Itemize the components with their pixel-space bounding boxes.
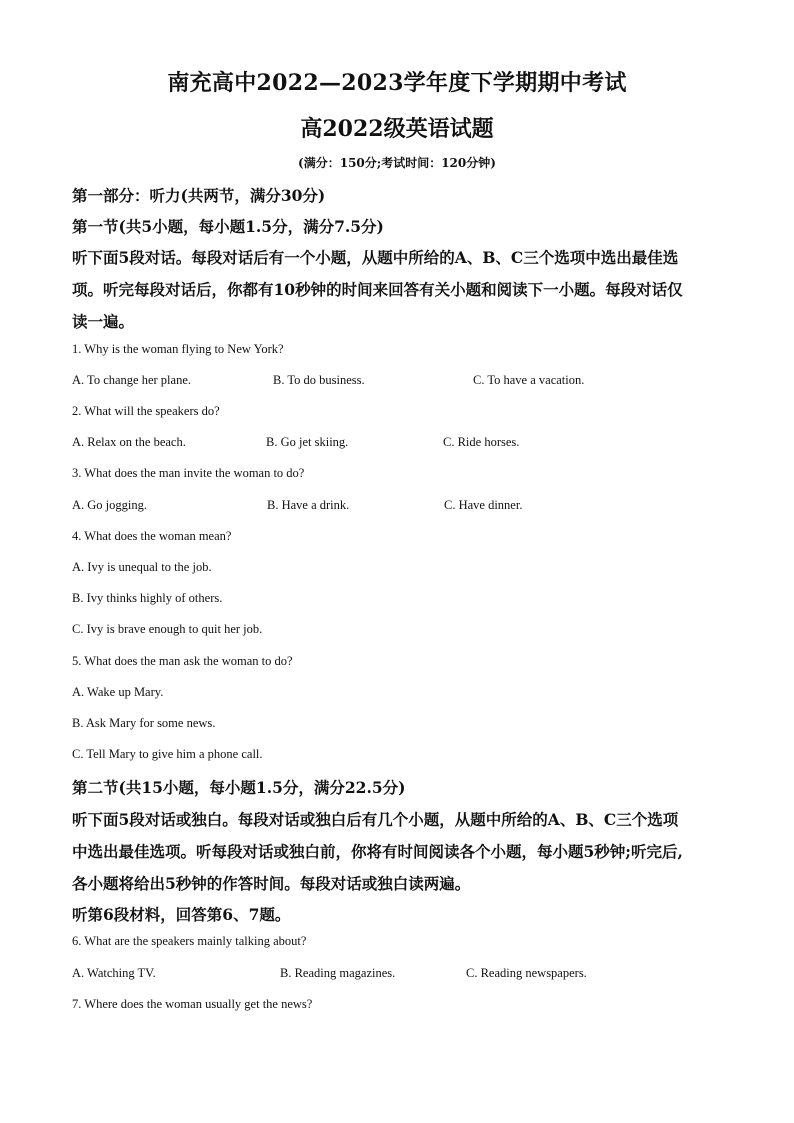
question-stem: 7. Where does the woman usually get the news? [72,997,313,1011]
option-c: C. Have dinner. [444,498,523,512]
option-c: C. Ivy is brave enough to quit her job. [72,622,263,636]
question-stem: 2. What will the speakers do? [72,404,220,418]
option-a: A. Watching TV. [72,966,156,980]
section1-instruction-line: 听下面5段对话。每段对话后有一个小题，从题中所给的A、B、C三个选项中选出最佳选 [72,248,679,267]
exam-subtitle-grade: 高2022级英语试题 [300,116,494,142]
option-a: A. Ivy is unequal to the job. [72,560,212,574]
question-stem: 4. What does the woman mean? [72,529,232,543]
section2-instruction-line: 中选出最佳选项。听每段对话或独白前，你将有时间阅读各个小题，每小题5秒钟;听完后, [72,842,683,861]
part1-heading: 第一部分：听力(共两节，满分30分) [72,186,326,205]
question-stem: 1. Why is the woman flying to New York? [72,342,284,356]
option-a: A. To change her plane. [72,373,191,387]
option-c: C. Tell Mary to give him a phone call. [72,747,263,761]
option-a: A. Wake up Mary. [72,685,164,699]
option-c: C. Reading newspapers. [466,966,587,980]
section2-instruction-line: 各小题将给出5秒钟的作答时间。每段对话或独白读两遍。 [72,874,471,893]
option-b: B. Have a drink. [267,498,350,512]
option-b: B. Ivy thinks highly of others. [72,591,223,605]
question-stem: 3. What does the man invite the woman to do? [72,466,305,480]
option-c: C. Ride horses. [443,435,520,449]
option-a: A. Go jogging. [72,498,147,512]
section2-instruction-line: 听下面5段对话或独白。每段对话或独白后有几个小题，从题中所给的A、B、C三个选项 [72,810,679,829]
option-b: B. To do business. [273,373,365,387]
option-b: B. Go jet skiing. [266,435,349,449]
section1-instruction-line: 项。听完每段对话后，你都有10秒钟的时间来回答有关小题和阅读下一小题。每段对话仅 [72,280,683,299]
section1-instruction-line: 读一遍。 [72,312,135,331]
section1-heading: 第一节(共5小题，每小题1.5分，满分7.5分) [72,217,384,236]
question-stem: 6. What are the speakers mainly talking about? [72,934,307,948]
option-b: B. Ask Mary for some news. [72,716,216,730]
question-stem: 5. What does the man ask the woman to do? [72,654,293,668]
option-b: B. Reading magazines. [280,966,396,980]
material6-heading: 听第6段材料，回答第6、7题。 [72,905,291,924]
option-c: C. To have a vacation. [473,373,585,387]
option-a: A. Relax on the beach. [72,435,186,449]
exam-title: 南充高中2022—2023学年度下学期期中考试 [167,70,627,96]
section2-heading: 第二节(共15小题，每小题1.5分，满分22.5分) [72,778,406,797]
exam-score-time: (满分：150分;考试时间：120分钟) [298,156,496,170]
